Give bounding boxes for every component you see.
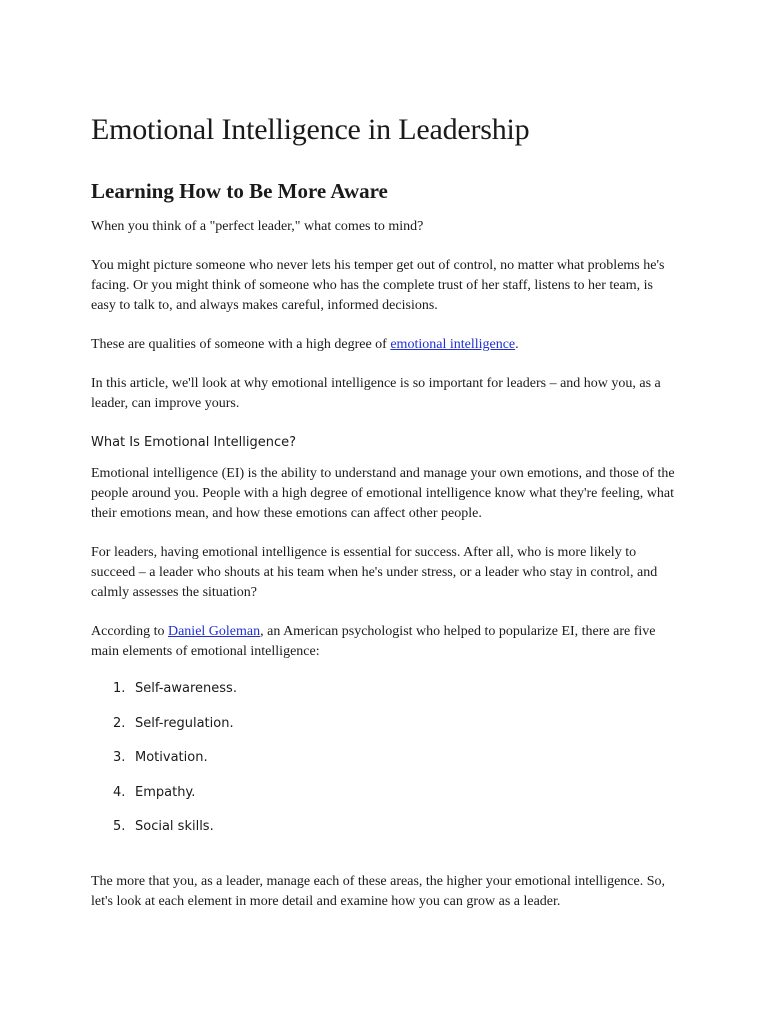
paragraph-definition: Emotional intelligence (EI) is the ability to understand and manage your own emotions, and those of the people around you. People with a high degree of emotional intelligence know what they're feeling, what their emotions mean, and how these emotions can affect other people. bbox=[91, 466, 675, 521]
paragraph-goleman-text: According to bbox=[91, 624, 168, 639]
list-item-text: Empathy. bbox=[135, 784, 196, 800]
paragraph-intro-question: When you think of a "perfect leader," what comes to mind? bbox=[91, 219, 424, 234]
paragraph-leaders-success: For leaders, having emotional intelligence is essential for success. After all, who is more likely to succeed – a leader who shouts at his team when he's under stress, or a leader who stay in control, and calmly assesses the situation? bbox=[91, 545, 658, 600]
page-subtitle: Learning How to Be More Aware bbox=[91, 179, 388, 203]
list-item-number: 2. bbox=[113, 715, 126, 731]
list-item-number: 5. bbox=[113, 819, 126, 834]
paragraph-perfect-leader: You might picture someone who never lets his temper get out of control, no matter what problems he's facing. Or you might think of someone who has the complete trust of her staff, listens to her team, is easy to talk to, and always makes careful, informed decisions. bbox=[91, 258, 665, 313]
list-item-text: Self-awareness. bbox=[135, 681, 237, 696]
section-heading: What Is Emotional Intelligence? bbox=[91, 435, 297, 450]
list-item bbox=[113, 714, 678, 749]
paragraph-qualities-end: . bbox=[515, 337, 519, 352]
list-item bbox=[113, 817, 678, 852]
list-item-text: Self-regulation. bbox=[135, 715, 234, 731]
page-title: Emotional Intelligence in Leadership bbox=[91, 113, 530, 146]
paragraph-goleman-rest: , an American psychologist who helped to popularize EI, there are five main elements of emotional intelligence: bbox=[91, 624, 656, 659]
list-item-text: Motivation. bbox=[135, 750, 208, 765]
paragraph-conclusion: The more that you, as a leader, manage each of these areas, the higher your emotional intelligence. So, let's look at each element in more detail and examine how you can grow as a leader. bbox=[91, 873, 665, 909]
paragraph-article-scope: In this article, we'll look at why emotional intelligence is so important for leaders – and how you, as a leader, can improve yours. bbox=[91, 376, 661, 411]
list-item bbox=[113, 748, 678, 783]
paragraph-goleman bbox=[91, 622, 678, 662]
list-item-text: Social skills. bbox=[135, 819, 214, 834]
emotional-intelligence-link[interactable]: emotional intelligence bbox=[390, 337, 516, 352]
paragraph-qualities-text: These are qualities of someone with a high degree of bbox=[91, 337, 391, 352]
list-item-number: 3. bbox=[113, 750, 126, 765]
elements-list bbox=[91, 679, 678, 852]
list-item-number: 1. bbox=[113, 681, 126, 696]
list-item-number: 4. bbox=[113, 784, 126, 800]
paragraph-qualities bbox=[91, 335, 678, 355]
daniel-goleman-link[interactable]: Daniel Goleman bbox=[167, 624, 261, 639]
list-item bbox=[113, 783, 678, 818]
list-item bbox=[113, 679, 678, 714]
